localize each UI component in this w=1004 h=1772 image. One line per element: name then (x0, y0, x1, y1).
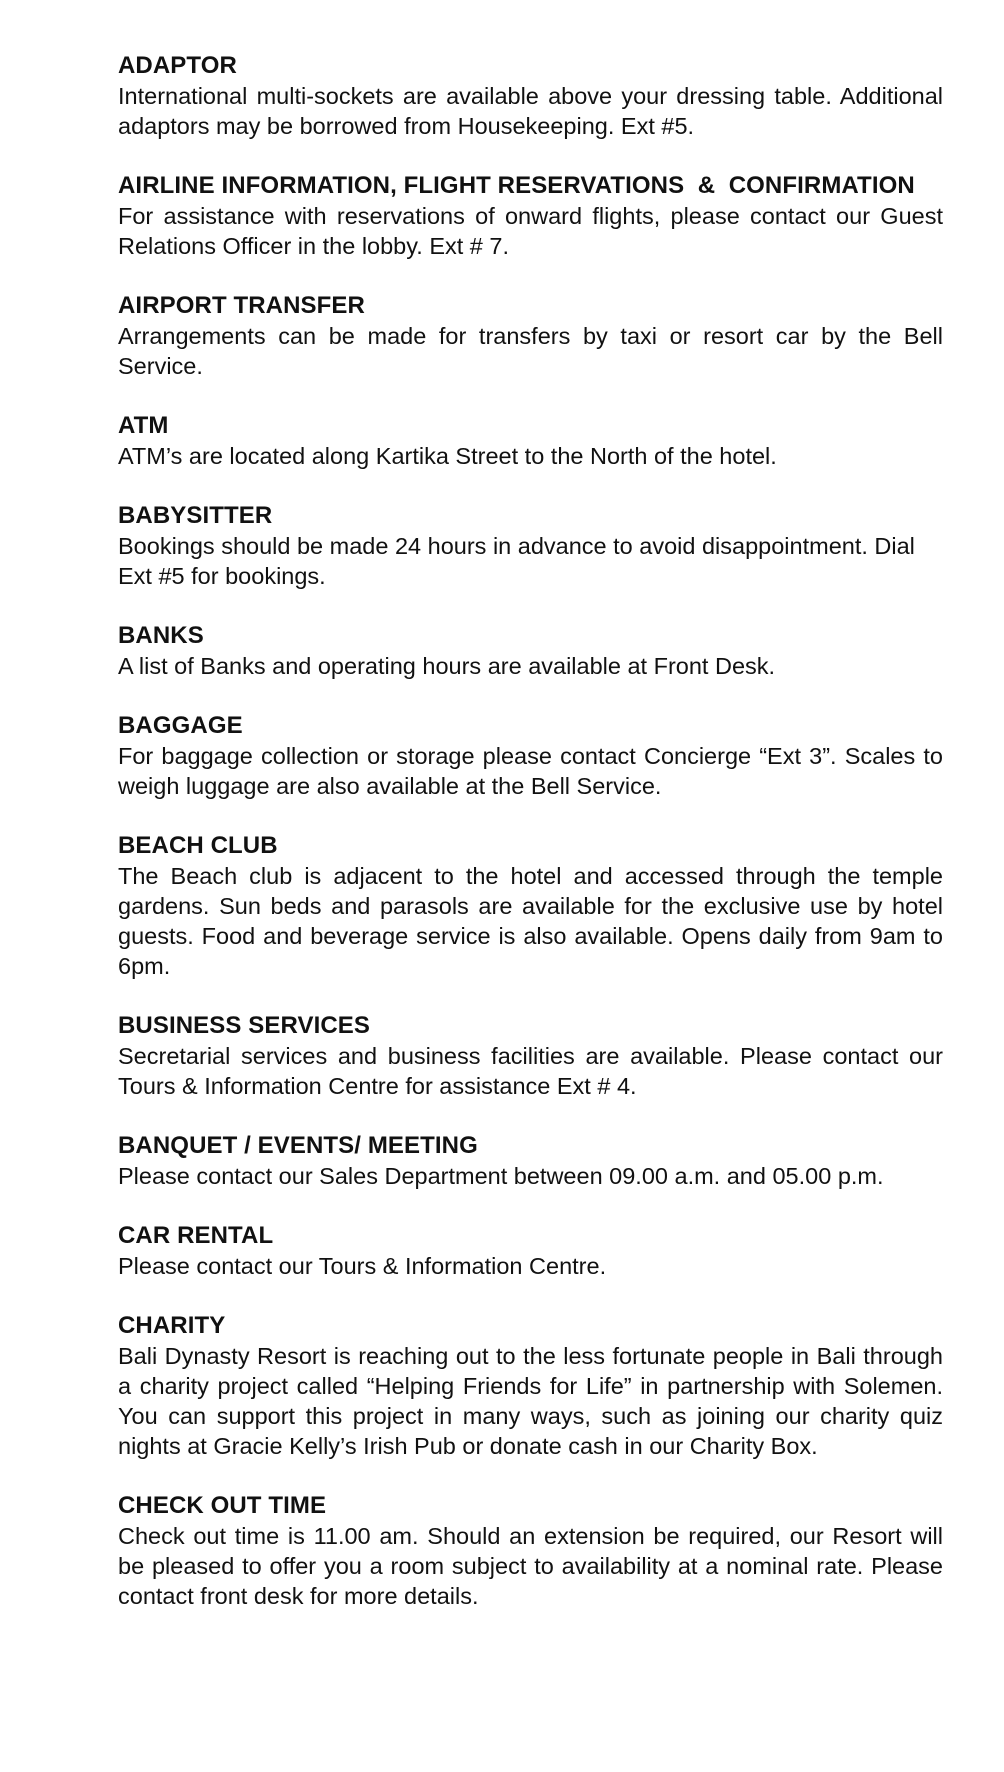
entry-body: Arrangements can be made for transfers by taxi or resort car by the Bell Service. (118, 323, 943, 379)
entry-title: ADAPTOR (118, 52, 237, 79)
entry-beach-club (118, 831, 943, 981)
entry-body: The Beach club is adjacent to the hotel and accessed through the temple gardens. Sun beds and parasols are available for the exclusive use by hotel guests. Food and beverage service is also available. Opens daily from 9am to 6pm. (118, 863, 943, 979)
entry-banquet-events-meeting (118, 1131, 943, 1191)
entry-title: BUSINESS SERVICES (118, 1012, 371, 1039)
entry-body: International multi-sockets are available above your dressing table. Additional adaptors may be borrowed from Housekeeping. Ext #5. (118, 83, 943, 139)
entry-atm (118, 411, 943, 471)
entry-body: Secretarial services and business facilities are available. Please contact our Tours & Information Centre for assistance Ext # 4. (118, 1043, 943, 1099)
entry-babysitter (118, 501, 943, 591)
entry-body: ATM’s are located along Kartika Street to the North of the hotel. (118, 443, 777, 469)
entry-body: For baggage collection or storage please contact Concierge “Ext 3”. Scales to weigh luggage are also available at the Bell Service. (118, 743, 943, 799)
entry-title: BEACH CLUB (118, 832, 278, 859)
entry-airline-information (118, 171, 943, 261)
entry-title: BANKS (118, 622, 204, 649)
entry-title: BANQUET / EVENTS/ MEETING (118, 1132, 478, 1159)
entry-body: Check out time is 11.00 am. Should an extension be required, our Resort will be pleased to offer you a room subject to availability at a nominal rate. Please contact front desk for more details. (118, 1523, 943, 1609)
entry-body: A list of Banks and operating hours are available at Front Desk. (118, 653, 776, 679)
entry-title: CAR RENTAL (118, 1222, 274, 1249)
guest-directory-page (118, 51, 943, 1641)
entry-body: For assistance with reservations of onward flights, please contact our Guest Relations Officer in the lobby. Ext # 7. (118, 203, 943, 259)
entry-banks (118, 621, 943, 681)
entry-baggage (118, 711, 943, 801)
entry-airport-transfer (118, 291, 943, 381)
entry-title: CHARITY (118, 1312, 226, 1339)
entry-body: Bookings should be made 24 hours in advance to avoid disappointment. Dial Ext #5 for bookings. (118, 533, 915, 589)
entry-adaptor (118, 51, 943, 141)
entry-body: Please contact our Tours & Information Centre. (118, 1253, 607, 1279)
entry-title: ATM (118, 412, 169, 439)
entry-body: Bali Dynasty Resort is reaching out to the less fortunate people in Bali through a charity project called “Helping Friends for Life” in partnership with Solemen. You can support this project in many ways, such as joining our charity quiz nights at Gracie Kelly’s Irish Pub or donate cash in our Charity Box. (118, 1343, 943, 1459)
entry-title: BAGGAGE (118, 712, 243, 739)
entry-title: BABYSITTER (118, 502, 273, 529)
entry-charity (118, 1311, 943, 1461)
entry-body: Please contact our Sales Department between 09.00 a.m. and 05.00 p.m. (118, 1163, 884, 1189)
entry-check-out-time (118, 1491, 943, 1611)
entry-title: AIRPORT TRANSFER (118, 292, 365, 319)
entry-car-rental (118, 1221, 943, 1281)
entry-title: AIRLINE INFORMATION, FLIGHT RESERVATIONS & CONFIRMATION (118, 172, 915, 199)
entry-business-services (118, 1011, 943, 1101)
entry-title: CHECK OUT TIME (118, 1492, 327, 1519)
